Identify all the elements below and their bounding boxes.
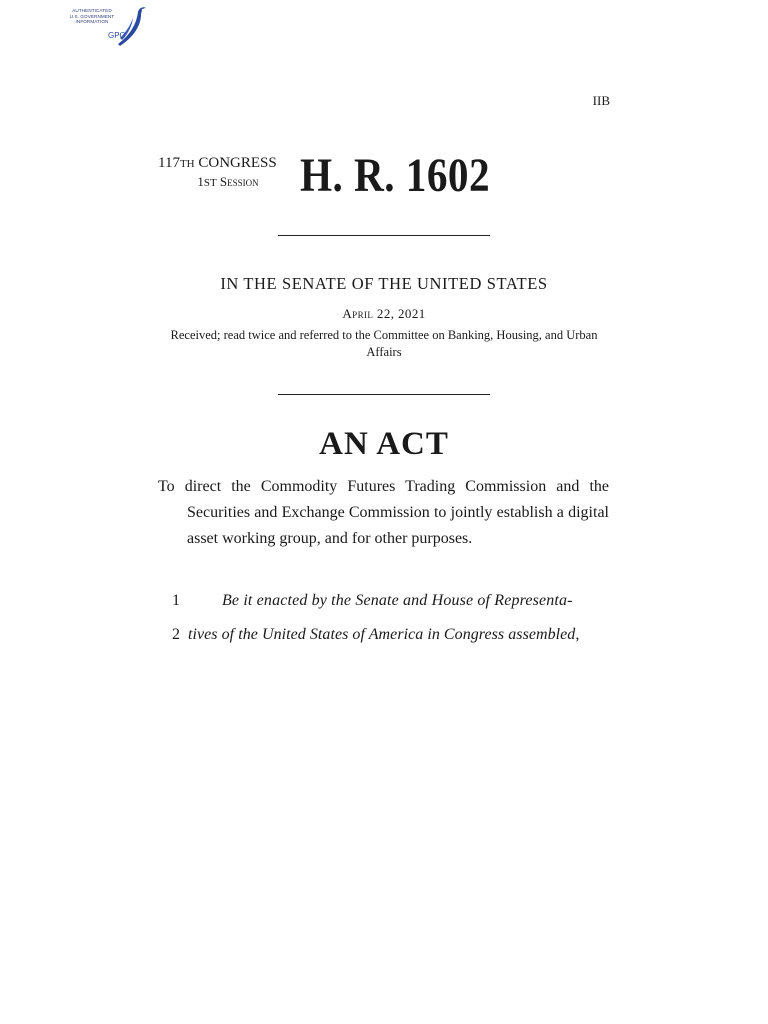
line-number: 2 — [172, 626, 180, 643]
seal-line-3: INFORMATION — [75, 19, 109, 25]
congress-word: CONGRESS — [198, 155, 277, 171]
enacting-clause-text: tives of the United States of America in Congress assembled, — [188, 626, 580, 643]
eagle-icon — [112, 4, 148, 48]
gpo-label: GPO — [108, 31, 126, 40]
gpo-authentication-seal — [62, 4, 148, 48]
session-word: Session — [219, 174, 259, 189]
congress-session-block — [158, 155, 286, 192]
congress-number-suffix: TH — [179, 158, 195, 170]
divider-rule — [278, 235, 490, 236]
divider-rule — [278, 394, 490, 395]
action-text: Received; read twice and referred to the Committee on Banking, Housing, and Urban Affairs — [170, 328, 598, 359]
congress-number: 117 — [158, 155, 180, 171]
session-suffix: ST — [203, 177, 217, 189]
congress-line — [158, 155, 286, 173]
enacting-clause-line — [150, 623, 610, 647]
act-heading: AN ACT — [319, 426, 449, 462]
bill-number: H. R. 1602 — [300, 149, 491, 202]
action-date: April 22, 2021 — [342, 306, 426, 321]
session-line — [158, 173, 286, 192]
enacting-clause-line — [150, 589, 610, 613]
enacting-clause-text: Be it enacted by the Senate and House of Representa- — [222, 592, 573, 609]
purpose-clause: To direct the Commodity Futures Trading Commission and the Securities and Exchange Commission to jointly establish a digital asset working group, and for other purposes. — [158, 478, 609, 547]
chamber-heading: IN THE SENATE OF THE UNITED STATES — [220, 274, 548, 293]
line-number: 1 — [172, 592, 180, 609]
session-number: 1 — [197, 174, 204, 189]
seal-line-2: U.S. GOVERNMENT — [69, 13, 115, 19]
seal-line-1: AUTHENTICATED — [72, 8, 112, 13]
printing-code: IIB — [592, 93, 610, 108]
